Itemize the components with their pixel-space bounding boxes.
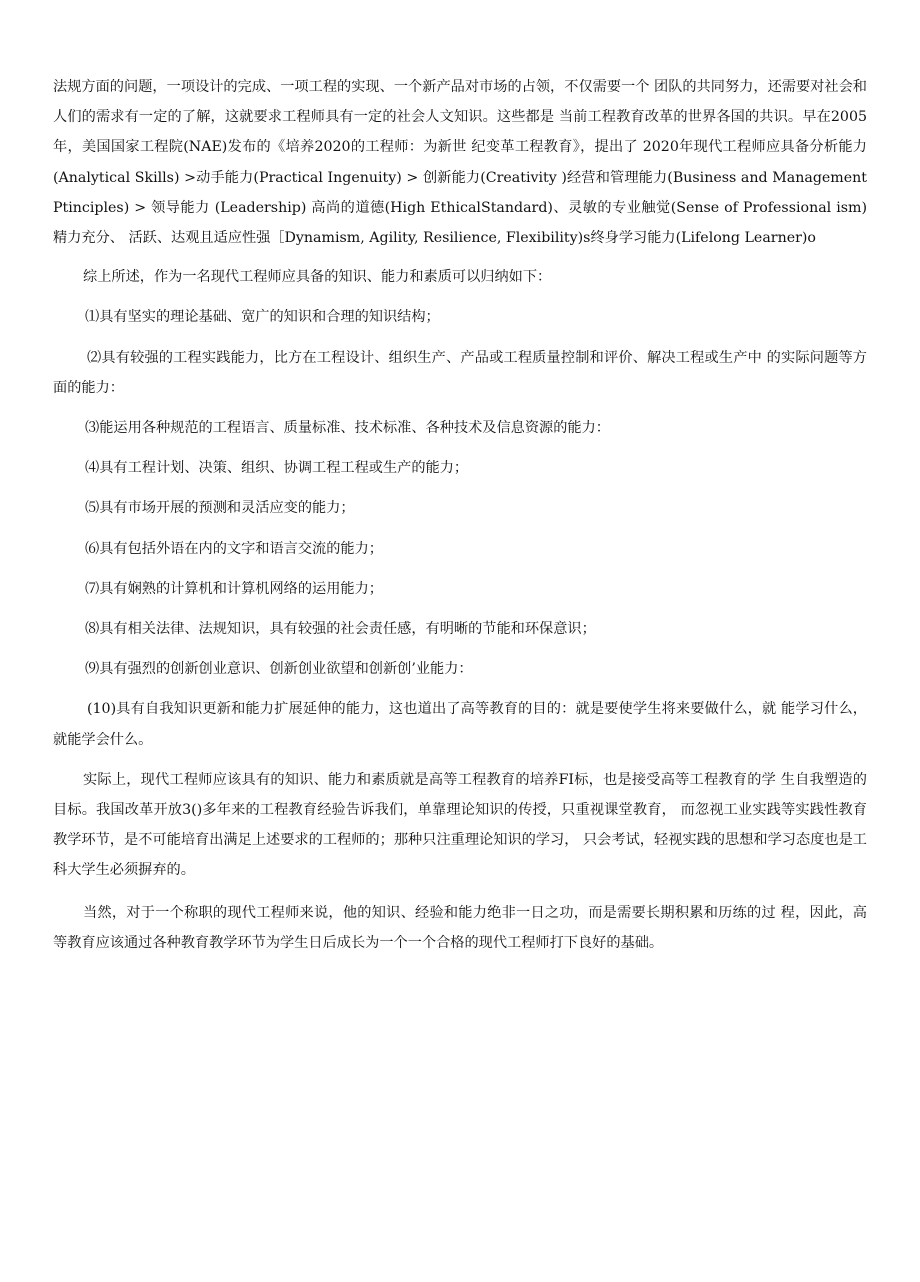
paragraph-intro: 法规方面的问题，一项设计的完成、一项工程的实现、一个新产品对市场的占领，不仅需要一个 团队的共同努力，还需要对社会和人们的需求有一定的了解，这就要求工程师具有一定的社会人文知识。这些都是 当前工程教育改革的世界各国的共识。早在2005年，美国国家工程院(NAE)发布的《培养2020的工程师：为新世 纪变革工程教育》，提出了 2020年现代工程师应具备分析能力(Analytical Skills) >动手能力(Practical Ingenuity) > 创新能力(Creativity )经营和管理能力(Business and Management Ptinciples) > 领导能力 (Leadership) 高尚的道德(High EthicalStandard)、灵敏的专业触觉(Sense of Professional ism)精力充分、 活跃、达观且适应性强［Dynamism, Agility, Resilience, Flexibility)s终身学习能力(Lifelong Learner)o (53, 79, 867, 247)
list-item-5: ⑸具有市场开展的预测和灵活应变的能力； (85, 500, 355, 517)
paragraph-conclusion: 当然，对于一个称职的现代工程师来说，他的知识、经验和能力绝非一日之功，而是需要长期积累和历练的过 程，因此，高等教育应该通过各种教育教学环节为学生日后成长为一个一个合格的现代工程师打下良好的基础。 (53, 904, 867, 951)
list-item-6: ⑹具有包括外语在内的文字和语言交流的能力； (85, 540, 383, 557)
paragraph-practice: 实际上，现代工程师应该具有的知识、能力和素质就是高等工程教育的培养FI标，也是接受高等工程教育的学 生自我塑造的目标。我国改革开放3()多年来的工程教育经验告诉我们，单靠理论知识的传授，只重视课堂教育， 而忽视工业实践等实践性教育教学环节，是不可能培育出满足上述要求的工程师的；那种只注重理论知识的学习， 只会考试，轻视实践的思想和学习态度也是工科大学生必须摒弃的。 (53, 771, 867, 879)
list-item-1: ⑴具有坚实的理论基础、宽广的知识和合理的知识结构； (85, 309, 440, 326)
document-page (53, 72, 867, 968)
list-item-9: ⑼具有强烈的创新创业意识、创新创业欲望和创新创’业能力： (85, 661, 473, 678)
list-item-8: ⑻具有相关法律、法规知识，具有较强的社会责任感，有明晰的节能和环保意识； (85, 621, 596, 638)
list-item-3: ⑶能运用各种规范的工程语言、质量标准、技术标准、各种技术及信息资源的能力： (85, 420, 610, 437)
list-item-2: ⑵具有较强的工程实践能力，比方在工程设计、组织生产、产品或工程质量控制和评价、解决工程或生产中 的实际问题等方面的能力： (53, 349, 867, 396)
list-item-4: ⑷具有工程计划、决策、组织、协调工程工程或生产的能力； (85, 460, 469, 477)
paragraph-summary: 综上所述，作为一名现代工程师应具备的知识、能力和素质可以归纳如下： (83, 269, 552, 286)
list-item-7: ⑺具有娴熟的计算机和计算机网络的运用能力； (85, 580, 383, 597)
list-item-10: (10)具有自我知识更新和能力扩展延伸的能力，这也道出了高等教育的目的：就是要使学生将来要做什么，就 能学习什么，就能学会什么。 (53, 701, 867, 748)
